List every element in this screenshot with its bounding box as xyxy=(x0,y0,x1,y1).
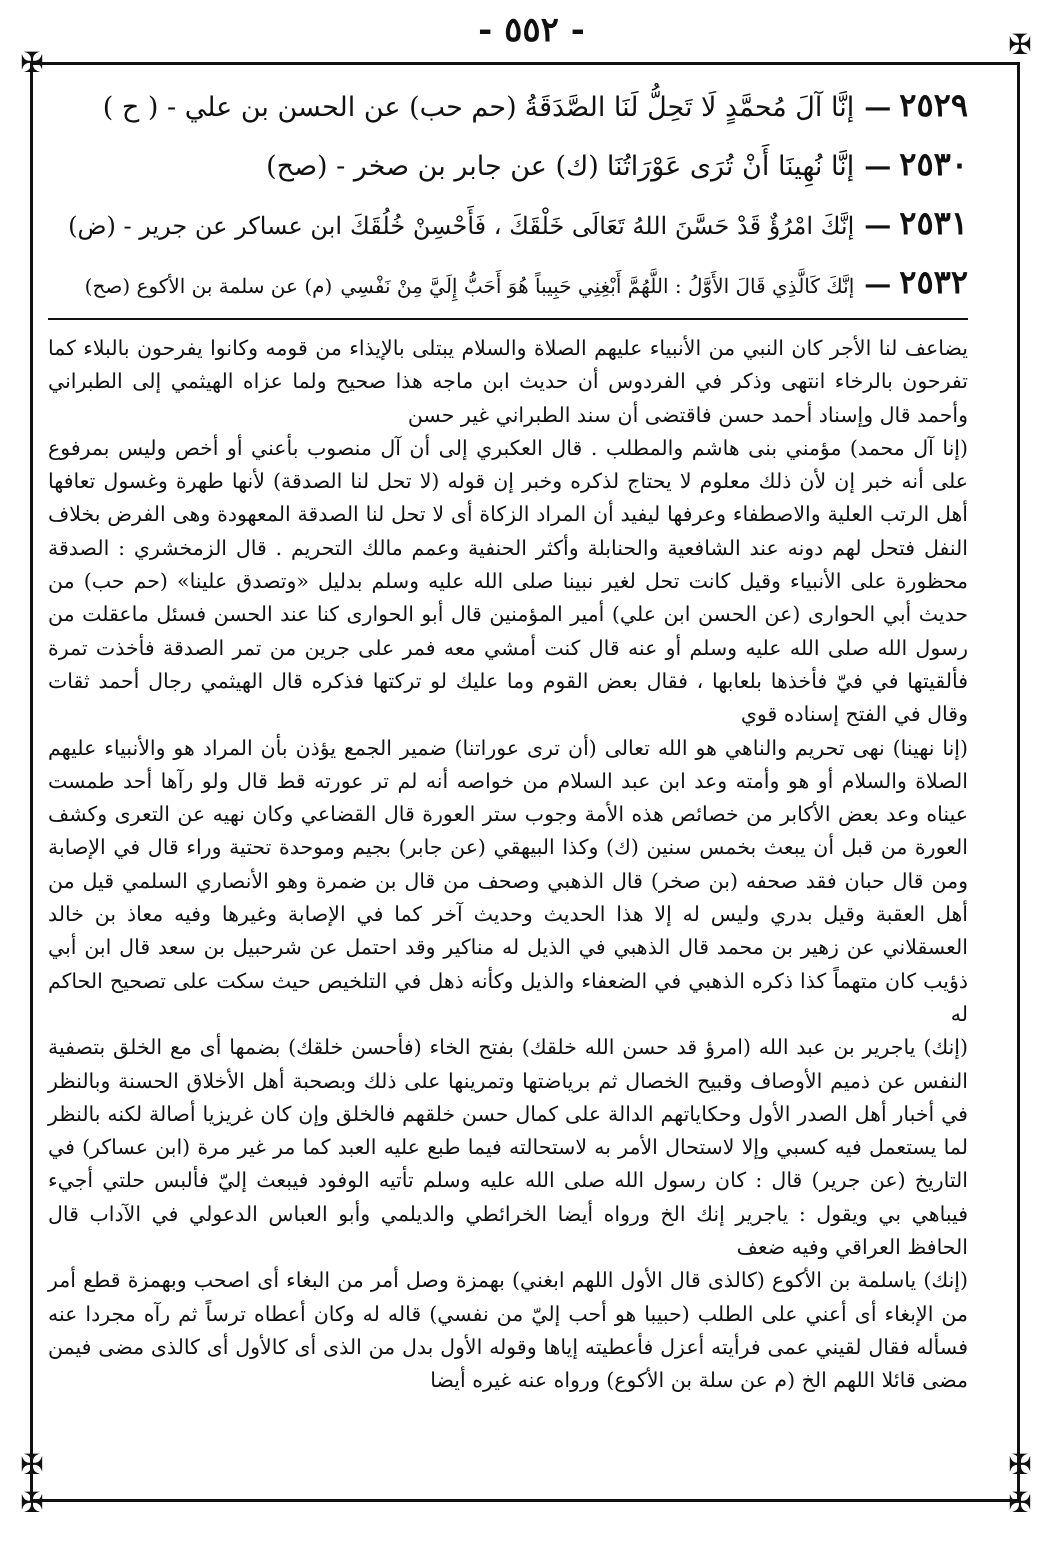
corner-ornament-icon: ✠ xyxy=(20,1486,44,1519)
hadith-text: إنَّا آلَ مُحمَّدٍ لَا تَحِلُّ لَنَا الصَّدَقَةُ xyxy=(524,92,855,123)
commentary-paragraph: (إنك) ياجرير بن عبد الله (امرؤ قد حسن الله خلقك) بفتح الخاء (فأحسن خلقك) بضمها أى مع الخلق بتصفية النفس عن ذميم الأوصاف وقبيح الخصال ثم برياضتها وتمرينها على ذلك وبصحبة أهل الأخلاق الحسنة وبالنظر في أخبار أهل الصدر الأول وحكاياتهم الدالة على كمال حسن خلقهم فالخلق وإن كان غريزيا أصالة لكنه بالنظر لما يستعمل فيه كسبي وإلا لاستحال الأمر به لاستحالته فيما طبع عليه العبد كما مر غير مرة (ابن عساكر) في التاريخ (عن جرير) قال : كان رسول الله صلى الله عليه وسلم تأتيه الوفود فيبعث إليّ فألبس حلتي أجيء فيباهي بي ويقول : ياجرير إنك الخ ورواه أيضا الخرائطي والديلمي وأبو العباس الدعولي في الآداب قال الحافظ العراقي وفيه ضعف xyxy=(48,1035,968,1260)
commentary-paragraph: (إنا آل محمد) مؤمني بنى هاشم والمطلب . قال العكبري إلى أن آل منصوب بأعني أو أخص وليس بمرفوع على أنه خبر إن لأن ذلك معلوم لا يحتاج لذكره وخبر إن قوله (لا تحل لنا الصدقة) لأنها طهرة وغسول تعافها أهل الرتب العلية والاصطفاء وعرفها ليفيد أن المراد الزكاة أى لا تحل لنا الصدقة المعهودة وهى الفرض بخلاف النفل فتحل لهم دونه عند الشافعية والحنابلة وأكثر الحنفية وعمم مالك التحريم . قال الزمخشري : الصدقة محظورة على الأنبياء وقيل كانت تحل لغير نبينا صلى الله عليه وسلم بدليل «وتصدق علينا» (حم حب) من حديث أبي الحوارى (عن الحسن ابن علي) أمير المؤمنين قال أبو الحوارى كنا عند الحسن فسئل ماعقلت من رسول الله صلى الله عليه وسلم أو عنه قال كنت أمشي معه فمر على جرين من تمر الصدقة فأخذت تمرة فألقيتها في فيّ فأخذها بلعابها ، فقال بعض القوم وما عليك لو تركتها فذكره قال الهيثمي رجال أحمد ثقات وقال في الفتح إسناده قوي xyxy=(48,435,968,727)
corner-ornament-icon: ✠ xyxy=(1008,1486,1032,1519)
corner-ornament-icon: ✠ xyxy=(1008,28,1032,61)
side-ornament-icon: ✠ xyxy=(20,1448,44,1481)
hadith-entry: ٢٥٣١ — إنَّكَ امْرُؤٌ قَدْ حَسَّنَ اللهُ تَعَالَى خَلْقَكَ ، فَأَحْسِنْ خُلُقَكَ ابن عساكر عن جرير - (ض) xyxy=(48,194,968,253)
hadith-number: ٢٥٢٩ xyxy=(899,86,968,124)
hadith-entry: ٢٥٣٢ — إنَّكَ كَالَّذِي قَالَ الأَوَّلُ : اللَّهُمَّ أَبْغِنِي حَبِيباً هُوَ أَحَبُّ إِلَيَّ مِنْ نَفْسِي (م) عن سلمة بن الأكوع (صح) xyxy=(48,253,968,312)
hadith-number: ٢٥٣٠ xyxy=(899,145,968,183)
corner-ornament-icon: ✠ xyxy=(20,46,44,79)
hadith-entry: ٢٥٢٩ — إنَّا آلَ مُحمَّدٍ لَا تَحِلُّ لَنَا الصَّدَقَةُ (حم حب) عن الحسن بن علي - ( ح ) xyxy=(48,76,968,135)
hadith-text: إنَّا نُهِينَا أَنْ تُرَى عَوْرَاتُنَا xyxy=(606,151,855,182)
hadith-entry: ٢٥٣٠ — إنَّا نُهِينَا أَنْ تُرَى عَوْرَاتُنَا (ك) عن جابر بن صخر - (صح) xyxy=(48,135,968,194)
hadith-text: إنَّكَ كَالَّذِي قَالَ الأَوَّلُ : اللَّهُمَّ أَبْغِنِي حَبِيباً هُوَ أَحَبُّ إِلَيَّ مِنْ نَفْسِي xyxy=(340,274,855,298)
side-ornament-icon: ✠ xyxy=(1008,1448,1032,1481)
commentary-paragraph: (إنك) ياسلمة بن الأكوع (كالذى قال الأول اللهم ابغني) بهمزة وصل أمر من البغاء أى اصحب وبهمزة قطع أمر من الإبغاء أى أعني على الطلب (حبيبا هو أحب إليّ من نفسي) قاله له وكان أعطاه ترساً ثم رآه مجردا عنه فسأله فقال لقيني عمى فرأيته أعزل فأعطيته إياها وقوله الأول بدل من الذى أى كالأول أى كالذى مضى فيمن مضى قائلا اللهم الخ (م عن سلة بن الأكوع) ورواه عنه غيره أيضا xyxy=(48,1268,968,1393)
commentary-paragraph: (إنا نهينا) نهى تحريم والناهي هو الله تعالى (أن ترى عوراتنا) ضمير الجمع يؤذن بأن المراد هو والأنبياء عليهم الصلاة والسلام أو هو وأمته وعد ابن عبد السلام من خواصه أنه لم تر عورته قط قال ولو رآها أحد طمست عيناه وعد بعض الأكابر من خصائص هذه الأمة وجوب ستر العورة قال القضاعي وكان نهيه عن التعرى وكشف العورة من قبل أن يبعث بخمس سنين (ك) وكذا البيهقي (عن جابر) بجيم وموحدة تحتية وراء قال في الإصابة ومن قال حبان فقد صحفه (بن صخر) قال الذهبي وصحف من قال بن ضمرة وهو الأنصاري السلمي قيل من أهل العقبة وقيل بدري وليس له إلا هذا الحديث وحديث آخر كما في الإصابة وغيرها وفيه معاذ بن خالد العسقلاني عن زهير بن محمد قال الذهبي في الذيل له مناكير وقد احتمل عن شرحبيل بن سعد قال ابن أبي ذؤيب كان متهماً كذا ذكره الذهبي في الضعفاء والذيل وكأنه ذهل في التلخيص حيث سكت على تصحيح الحاكم له xyxy=(48,735,968,1026)
hadith-reference: (حم حب) عن الحسن بن علي - ( ح ) xyxy=(102,92,517,123)
hadith-reference: (ك) عن جابر بن صخر - (صح) xyxy=(266,151,599,182)
commentary-paragraph: يضاعف لنا الأجر كان النبي من الأنبياء عليهم الصلاة والسلام يبتلى بالإيذاء من قومه وكانوا يفرحون بالبلاء كما تفرحون بالرخاء انتهى وذكر في الفردوس أن حديث ابن ماجه هذا صحيح ولما عزاه الهيثمي إلى الطبراني وأحمد قال وإسناد أحمد حسن فاقتضى أن سند الطبراني غير حسن xyxy=(48,336,968,427)
hadith-number: ٢٥٣١ xyxy=(899,204,968,242)
section-divider xyxy=(48,318,968,320)
commentary xyxy=(48,332,968,1398)
hadith-number: ٢٥٣٢ xyxy=(899,263,968,301)
hadith-reference: ابن عساكر عن جرير - (ض) xyxy=(68,212,343,240)
page-number: - ٥٥٢ - xyxy=(478,10,585,50)
hadith-list xyxy=(48,76,968,312)
hadith-reference: (م) عن سلمة بن الأكوع (صح) xyxy=(84,274,333,298)
hadith-text: إنَّكَ امْرُؤٌ قَدْ حَسَّنَ اللهُ تَعَالَى خَلْقَكَ ، فَأَحْسِنْ خُلُقَكَ xyxy=(350,212,855,240)
